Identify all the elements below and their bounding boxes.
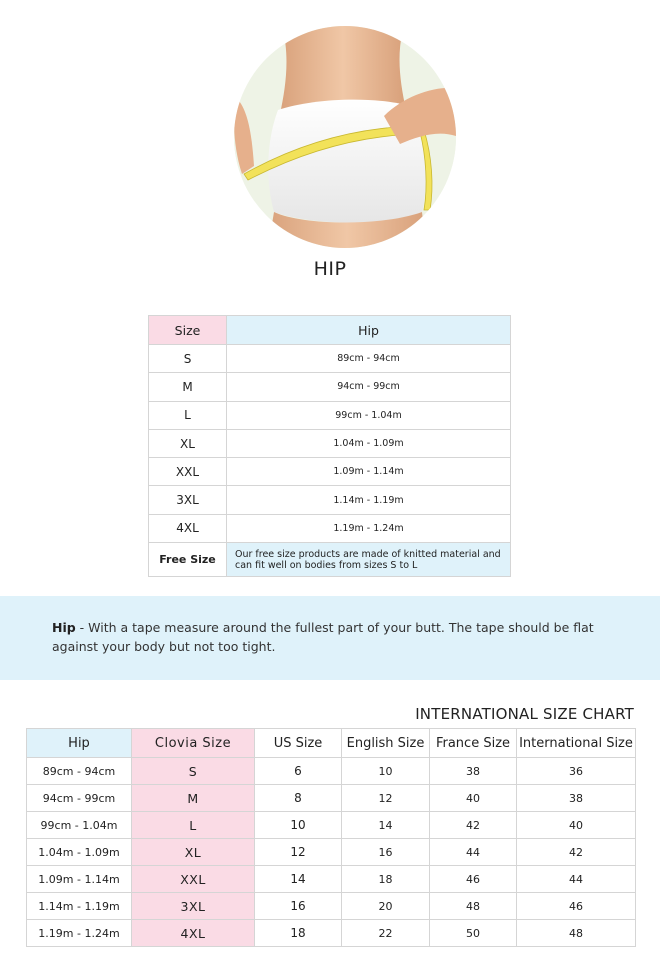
clovia-size-cell: S: [132, 758, 255, 785]
hip-range-cell: 99cm - 1.04m: [227, 401, 511, 429]
table-row: [149, 458, 511, 486]
us-size-cell: 8: [255, 785, 342, 812]
english-size-cell: 10: [342, 758, 430, 785]
us-size-cell: 18: [255, 920, 342, 947]
table-header-row: [27, 729, 636, 758]
table-row: [27, 893, 636, 920]
us-size-cell: 6: [255, 758, 342, 785]
table-row: [27, 812, 636, 839]
column-header-clovia-size: Clovia Size: [132, 729, 255, 758]
hip-cell: 99cm - 1.04m: [27, 812, 132, 839]
us-size-cell: 10: [255, 812, 342, 839]
column-header-size: Size: [149, 316, 227, 345]
size-table: [148, 315, 511, 577]
free-size-label: Free Size: [149, 543, 227, 577]
english-size-cell: 20: [342, 893, 430, 920]
size-cell: XXL: [149, 458, 227, 486]
english-size-cell: 16: [342, 839, 430, 866]
size-cell: S: [149, 345, 227, 373]
hip-cell: 94cm - 99cm: [27, 785, 132, 812]
table-header-row: [149, 316, 511, 345]
hip-range-cell: 94cm - 99cm: [227, 373, 511, 401]
international-size-cell: 40: [517, 812, 636, 839]
column-header-hip: Hip: [227, 316, 511, 345]
france-size-cell: 44: [430, 839, 517, 866]
column-header-us-size: US Size: [255, 729, 342, 758]
clovia-size-cell: M: [132, 785, 255, 812]
hip-cell: 1.04m - 1.09m: [27, 839, 132, 866]
clovia-size-cell: 4XL: [132, 920, 255, 947]
english-size-cell: 14: [342, 812, 430, 839]
france-size-cell: 38: [430, 758, 517, 785]
hip-range-cell: 1.09m - 1.14m: [227, 458, 511, 486]
us-size-cell: 12: [255, 839, 342, 866]
table-row: [149, 401, 511, 429]
table-row: [149, 373, 511, 401]
france-size-cell: 40: [430, 785, 517, 812]
measurement-instruction-band: [0, 596, 660, 680]
international-size-cell: 48: [517, 920, 636, 947]
international-size-cell: 46: [517, 893, 636, 920]
hip-cell: 1.09m - 1.14m: [27, 866, 132, 893]
hip-range-cell: 1.04m - 1.09m: [227, 429, 511, 457]
size-cell: XL: [149, 429, 227, 457]
table-row: [27, 920, 636, 947]
hip-cell: 89cm - 94cm: [27, 758, 132, 785]
page-title: HIP: [313, 258, 347, 280]
international-size-cell: 38: [517, 785, 636, 812]
table-row: [27, 785, 636, 812]
table-row: [149, 429, 511, 457]
hip-cell: 1.14m - 1.19m: [27, 893, 132, 920]
column-header-france-size: France Size: [430, 729, 517, 758]
international-chart-title: INTERNATIONAL SIZE CHART: [415, 705, 634, 723]
hip-photo-icon: [234, 26, 456, 248]
size-cell: 3XL: [149, 486, 227, 514]
france-size-cell: 48: [430, 893, 517, 920]
table-row: [149, 486, 511, 514]
column-header-hip: Hip: [27, 729, 132, 758]
size-cell: M: [149, 373, 227, 401]
international-size-cell: 42: [517, 839, 636, 866]
size-cell: L: [149, 401, 227, 429]
clovia-size-cell: L: [132, 812, 255, 839]
table-row: [27, 839, 636, 866]
column-header-english-size: English Size: [342, 729, 430, 758]
table-row: [149, 345, 511, 373]
france-size-cell: 42: [430, 812, 517, 839]
table-row: [27, 866, 636, 893]
english-size-cell: 12: [342, 785, 430, 812]
us-size-cell: 14: [255, 866, 342, 893]
hip-range-cell: 1.14m - 1.19m: [227, 486, 511, 514]
size-cell: 4XL: [149, 514, 227, 542]
clovia-size-cell: XXL: [132, 866, 255, 893]
us-size-cell: 16: [255, 893, 342, 920]
free-size-row: [149, 543, 511, 577]
free-size-note: Our free size products are made of knitted material and can fit well on bodies from sizes S to L: [227, 543, 511, 577]
instruction-text: - With a tape measure around the fullest part of your butt. The tape should be flat against your body but not too tight.: [52, 620, 594, 654]
international-size-cell: 36: [517, 758, 636, 785]
international-size-cell: 44: [517, 866, 636, 893]
table-row: [27, 758, 636, 785]
english-size-cell: 22: [342, 920, 430, 947]
english-size-cell: 18: [342, 866, 430, 893]
france-size-cell: 46: [430, 866, 517, 893]
table-row: [149, 514, 511, 542]
hip-range-cell: 89cm - 94cm: [227, 345, 511, 373]
hip-cell: 1.19m - 1.24m: [27, 920, 132, 947]
france-size-cell: 50: [430, 920, 517, 947]
measurement-instruction: [52, 618, 622, 656]
clovia-size-cell: 3XL: [132, 893, 255, 920]
column-header-international-size: International Size: [517, 729, 636, 758]
international-size-table: [26, 728, 636, 947]
instruction-term: Hip: [52, 620, 76, 635]
hip-measurement-illustration: [234, 26, 456, 248]
hip-range-cell: 1.19m - 1.24m: [227, 514, 511, 542]
clovia-size-cell: XL: [132, 839, 255, 866]
